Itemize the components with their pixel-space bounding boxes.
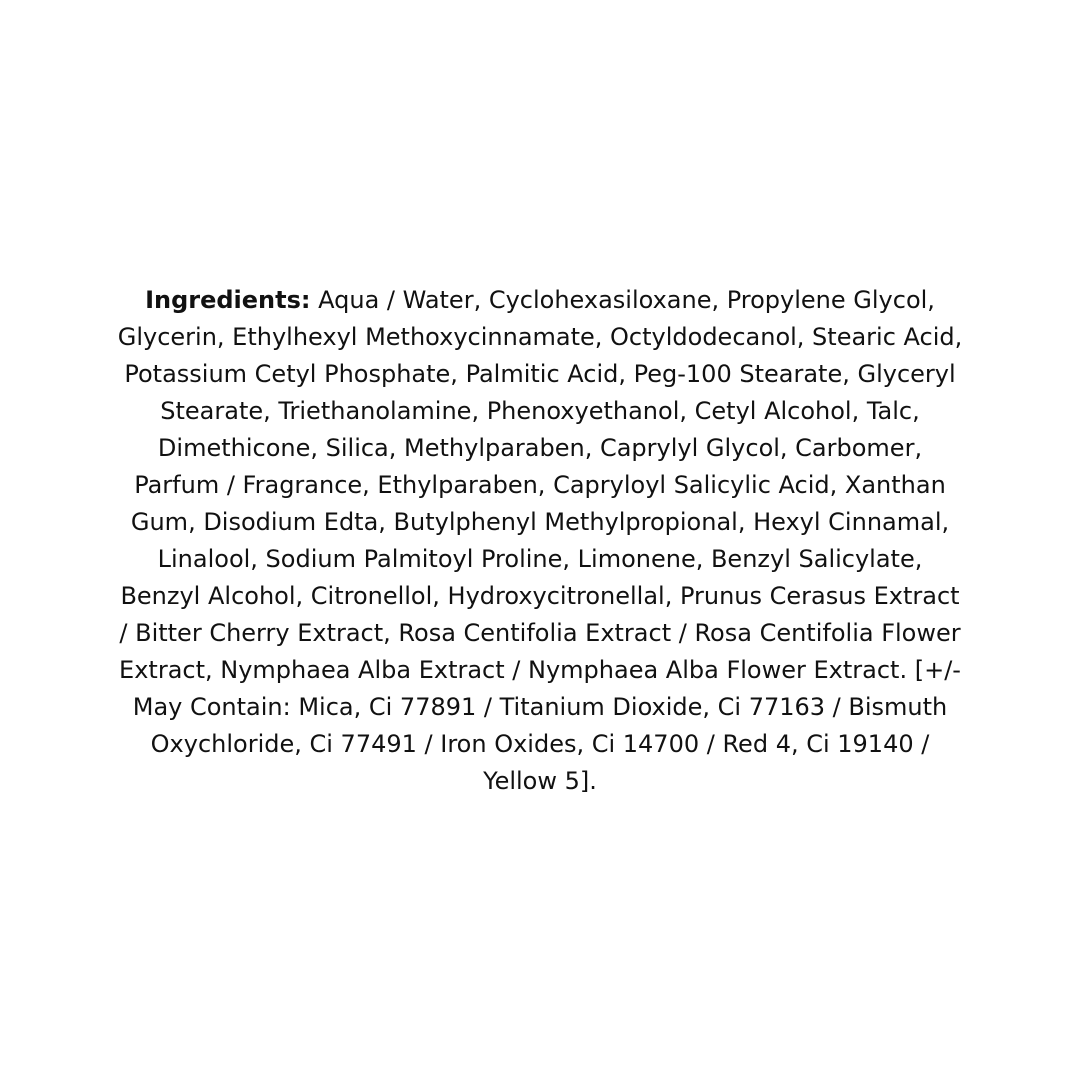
ingredients-line-3: Potassium Cetyl Phosphate, Palmitic Acid, Peg-100 Stearate, Glyceryl — [124, 360, 956, 388]
ingredients-label: Ingredients: — [145, 286, 311, 314]
ingredients-line-7: Gum, Disodium Edta, Butylphenyl Methylpropional, Hexyl Cinnamal, — [130, 508, 950, 536]
ingredients-line-4: Stearate, Triethanolamine, Phenoxyethanol, Cetyl Alcohol, Talc, — [160, 397, 920, 425]
ingredients-line-13: Oxychloride, Ci 77491 / Iron Oxides, Ci 14700 / Red 4, Ci 19140 / — [150, 730, 930, 758]
ingredients-line-10: / Bitter Cherry Extract, Rosa Centifolia Extract / Rosa Centifolia Flower — [119, 619, 961, 647]
ingredients-line-6: Parfum / Fragrance, Ethylparaben, Capryloyl Salicylic Acid, Xanthan — [134, 471, 946, 499]
ingredients-line-14: Yellow 5]. — [483, 767, 597, 795]
ingredients-line-9: Benzyl Alcohol, Citronellol, Hydroxycitronellal, Prunus Cerasus Extract — [120, 582, 960, 610]
ingredients-line-text: Aqua / Water, Cyclohexasiloxane, Propylene Glycol, — [310, 286, 935, 314]
ingredients-line-1 — [100, 282, 980, 319]
ingredients-line-8: Linalool, Sodium Palmitoyl Proline, Limonene, Benzyl Salicylate, — [157, 545, 923, 573]
ingredients-line-2: Glycerin, Ethylhexyl Methoxycinnamate, Octyldodecanol, Stearic Acid, — [117, 323, 963, 351]
ingredients-line-5: Dimethicone, Silica, Methylparaben, Caprylyl Glycol, Carbomer, — [157, 434, 923, 462]
ingredients-line-12: May Contain: Mica, Ci 77891 / Titanium Dioxide, Ci 77163 / Bismuth — [132, 693, 948, 721]
ingredients-text — [100, 282, 980, 800]
ingredients-line-11: Extract, Nymphaea Alba Extract / Nymphaea Alba Flower Extract. [+/- — [119, 656, 961, 684]
